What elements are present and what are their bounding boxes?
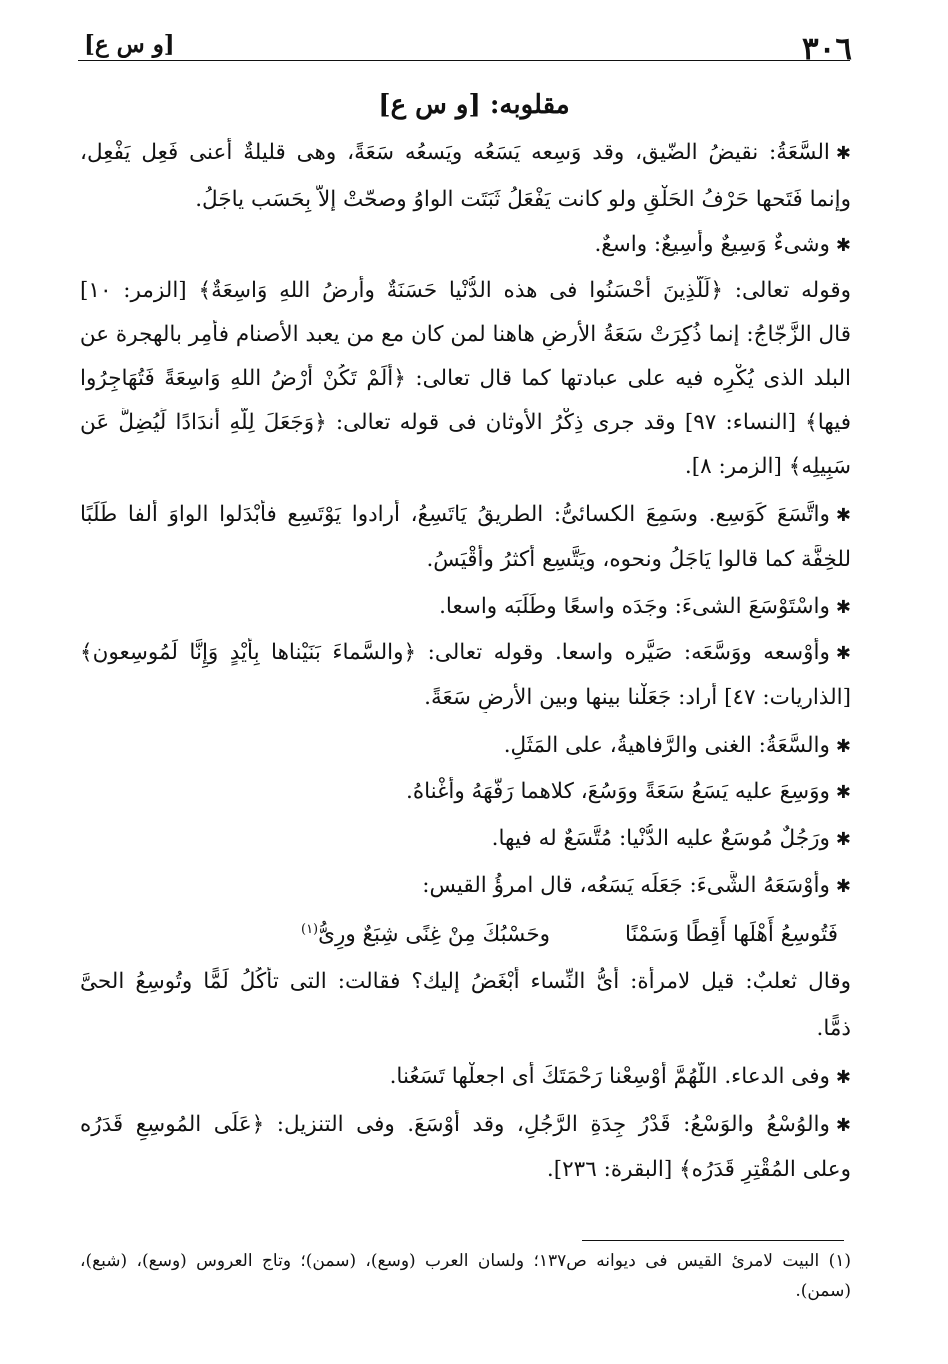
entry-text: وإنما فَتَحها حَرْفُ الحَلْقِ ولو كانت يَفْعَلُ ثَبَتَت الواوُ وصحّتْ إلاَّ بِحَسَب ياجَلُ. — [195, 187, 851, 212]
entry-text: ذمًّا. — [816, 1016, 851, 1041]
entry-star-icon: ✱ — [835, 235, 851, 256]
entry-line — [80, 276, 851, 306]
entry-line — [80, 185, 851, 215]
entry-text: وعلى المُقْتِرِ قَدَرُه﴾ [البقرة: ٢٣٦]. — [546, 1157, 851, 1182]
section-title: مقلوبه: [و س ع] — [378, 90, 570, 120]
entry-text: سَبِيلِه﴾ [الزمر: ٨]. — [684, 454, 851, 479]
entry-star-icon: ✱ — [835, 643, 851, 664]
entry-line — [80, 683, 851, 713]
entry-text: وشىءٌ وَسِيعٌ وأَسِيعٌ: واسعٌ. — [594, 232, 830, 257]
entry-line — [80, 1155, 851, 1185]
footnote-marker: (١) — [300, 922, 319, 937]
entry-star-icon: ✱ — [835, 1115, 851, 1136]
entry-star-icon: ✱ — [835, 876, 851, 897]
footnote-line: (سمن). — [795, 1281, 851, 1301]
entry-star-icon: ✱ — [835, 143, 851, 164]
entry-text: واتَّسَعَ كَوَسِع. وسَمِعَ الكسائىُّ: الطريقُ يَاتَسِعُ، أرادوا يَوْتَسِع فأبْدَلوا الواوَ ألفا طَلَبًا — [80, 502, 830, 527]
entry-line — [80, 230, 851, 261]
entry-star-icon: ✱ — [835, 782, 851, 803]
entry-text: السَّعَةُ: نقيضُ الضّيق، وقد وَسِعه يَسَعُه ويَسعُه سَعَةً، وهى قليلةٌ أعنى فَعِل يَفْعِل، — [80, 140, 830, 165]
entry-text: [الذاريات: ٤٧] أراد: جَعَلْنا بينها وبين الأرضِ سَعَةً. — [424, 685, 851, 710]
entry-text: واسْتَوْسَعَ الشىءَ: وجَدَه واسعًا وطَلَبَه واسعا. — [439, 594, 830, 619]
entry-text: فيها﴾ [النساء: ٩٧] وقد جرى ذِكْرُ الأوثان فى قوله تعالى: ﴿وَجَعَلَ لِلَّهِ أَندَادًا لِّيُضِلَّ عَن — [80, 410, 851, 435]
entry-text: وأوْسعه ووَسَّعَه: صَيَّره واسعا. وقوله تعالى: ﴿والسَّماءَ بَنَيْناها بِأَيْدٍ وَإِنَّا لَمُوسِعون﴾ — [80, 640, 830, 665]
entry-text: وقوله تعالى: ﴿لِّلَّذِينَ أَحْسَنُوا فى هذه الدُّنْيا حَسَنَةٌ وأرضُ اللهِ وَاسِعَةٌ﴾ [الزمر: ١٠] — [80, 278, 851, 303]
entry-line — [80, 364, 851, 394]
entry-line — [80, 777, 851, 808]
entry-text: ووَسِعَ عليه يَسَعُ سَعَةً ووَسُعَ، كلاهما رَفَّهَهُ وأغْناهُ. — [405, 779, 830, 804]
entry-star-icon: ✱ — [835, 597, 851, 618]
verse-text: وحَسْبُكَ مِنْ غِنًى شِبَعٌ ورِىُّ — [318, 922, 550, 948]
verse-hemistich-1: فَتُوسِعُ أَهْلَها أَقِطًا وَسَمْنًا — [624, 922, 838, 947]
entry-line — [80, 500, 851, 531]
entry-line — [80, 824, 851, 855]
footnote-line: (١) البيت لامرئ القيس فى ديوانه ص١٣٧؛ ولسان العرب (وسع)، (سمن)؛ وتاج العروس (وسع)، (شبع)، — [80, 1251, 851, 1271]
entry-star-icon: ✱ — [835, 736, 851, 757]
entry-text: والسَّعَةُ: الغنى والرَّفاهيةُ، على المَثَلِ. — [503, 733, 830, 758]
entry-text: وقال ثعلبٌ: قيل لامرأة: أىُّ النِّساء أبْغَضُ إليك؟ فقالت: التى تأكُلُ لَمًّا وتُوسِعُ الحىَّ — [80, 969, 851, 994]
entry-line — [80, 408, 851, 438]
entry-star-icon: ✱ — [835, 1067, 851, 1088]
entry-star-icon: ✱ — [835, 829, 851, 850]
entry-text: للخِفَّة كما قالوا يَاجَلُ ونحوه، ويَتَّسِع أكثرُ وأقْيَسُ. — [426, 547, 851, 572]
entry-line — [80, 592, 851, 623]
entry-text: والوُسْعُ والوَسْعُ: قَدْرُ جِدَةِ الرَّجُلِ، وقد أوْسَعَ. وفى التنزيل: ﴿عَلَى المُوسِعِ قَدَرُه — [80, 1112, 830, 1137]
entry-line — [80, 638, 851, 669]
header-rule — [78, 60, 850, 61]
entry-line — [80, 320, 851, 350]
entry-text: ورَجُلٌ مُوسَعٌ عليه الدُّنْيا: مُتَّسَعٌ له فيها. — [491, 826, 830, 851]
entry-line — [80, 138, 851, 169]
entry-line — [80, 452, 851, 482]
entry-text: وأوْسَعَهُ الشَّىءَ: جَعَلَه يَسَعُه، قال امرؤُ القيس: — [422, 873, 830, 898]
entry-text: قال الزَّجّاجُ: إنما ذُكِرَتْ سَعَةُ الأرضِ هاهنا لمن كان مع من يعبد الأصنام فأُمِر بالهجرة عن — [80, 322, 851, 347]
entry-text: وفى الدعاء. اللَّهُمَّ أوْسِعْنا رَحْمَتَكَ أى اجعلْها تَسَعُنا. — [389, 1064, 830, 1089]
entry-line — [80, 1014, 851, 1044]
root-key-header: [و س ع] — [84, 31, 175, 58]
entry-line — [80, 871, 851, 902]
entry-line — [80, 731, 851, 762]
page-number: ٣٠٦ — [802, 31, 852, 67]
footnote-rule — [582, 1240, 844, 1241]
entry-star-icon: ✱ — [835, 505, 851, 526]
entry-line — [80, 967, 851, 997]
entry-line — [80, 1110, 851, 1141]
entry-line — [80, 545, 851, 575]
entry-text: البلد الذى يُكْرِه فيه على عبادتها كما قال تعالى: ﴿أَلَمْ تَكُنْ أَرْضُ اللهِ وَاسِعَةً فَتُهَاجِرُوا — [80, 366, 851, 391]
verse-hemistich-2 — [190, 915, 550, 950]
entry-line — [80, 1062, 851, 1093]
